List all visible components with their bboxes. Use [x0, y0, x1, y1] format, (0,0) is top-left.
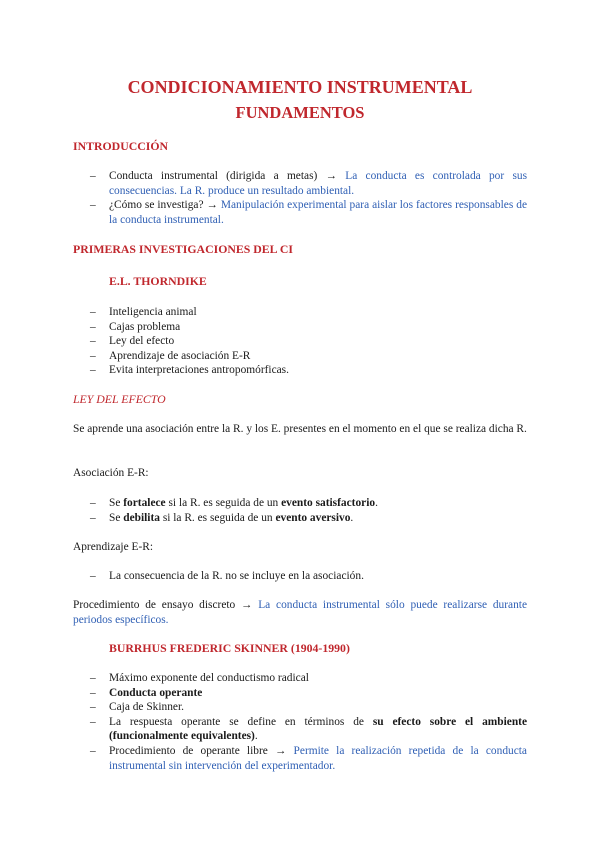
list-item: – La respuesta operante se define en términos de su efecto sobre el ambiente (funcionalmente equivalentes).: [73, 715, 527, 744]
heading-ley-del-efecto: LEY DEL EFECTO: [73, 392, 166, 406]
list-item: – Cajas problema: [73, 320, 527, 335]
intro-list: [73, 169, 527, 227]
list-item: – Conducta operante: [73, 686, 527, 701]
document-subtitle: FUNDAMENTOS: [235, 103, 365, 122]
heading-skinner: BURRHUS FREDERIC SKINNER (1904-1990): [109, 641, 350, 655]
list-item: – ¿Cómo se investiga? → Manipulación experimental para aislar los factores responsables de la conducta instrumental.: [73, 198, 527, 227]
heading-introduccion: INTRODUCCIÓN: [73, 139, 169, 153]
list-item: – Se fortalece si la R. es seguida de un evento satisfactorio.: [73, 496, 527, 511]
list-item: – Conducta instrumental (dirigida a metas) → La conducta es controlada por sus consecuencias. La R. produce un resultado ambiental.: [73, 169, 527, 198]
list-item: – La consecuencia de la R. no se incluye en la asociación.: [73, 569, 527, 584]
procedimiento-paragraph: Procedimiento de ensayo discreto → La conducta instrumental sólo puede realizarse durante periodos específicos.: [73, 599, 528, 626]
aprendizaje-label: Aprendizaje E-R:: [73, 541, 154, 553]
heading-thorndike: E.L. THORNDIKE: [109, 274, 207, 288]
asociacion-list: [73, 496, 527, 525]
list-item: – Caja de Skinner.: [73, 700, 527, 715]
thorndike-list: [73, 305, 527, 378]
list-item: – Máximo exponente del conductismo radical: [73, 671, 527, 686]
list-item: – Inteligencia animal: [73, 305, 527, 320]
list-item: – Procedimiento de operante libre → Permite la realización repetida de la conducta instrumental sin intervención del experimentador.: [73, 744, 527, 773]
skinner-list: [73, 671, 527, 773]
list-item: – Evita interpretaciones antropomórficas.: [73, 363, 527, 378]
document-title: CONDICIONAMIENTO INSTRUMENTAL: [127, 77, 473, 97]
asociacion-label: Asociación E-R:: [73, 467, 149, 479]
list-item: – Ley del efecto: [73, 334, 527, 349]
list-item: – Se debilita si la R. es seguida de un evento aversivo.: [73, 511, 527, 526]
ley-paragraph: Se aprende una asociación entre la R. y los E. presentes en el momento en el que se realiza dicha R.: [73, 423, 527, 435]
list-item: – Aprendizaje de asociación E-R: [73, 349, 527, 364]
heading-primeras-investigaciones: PRIMERAS INVESTIGACIONES DEL CI: [73, 242, 293, 256]
aprendizaje-list: [73, 569, 527, 584]
